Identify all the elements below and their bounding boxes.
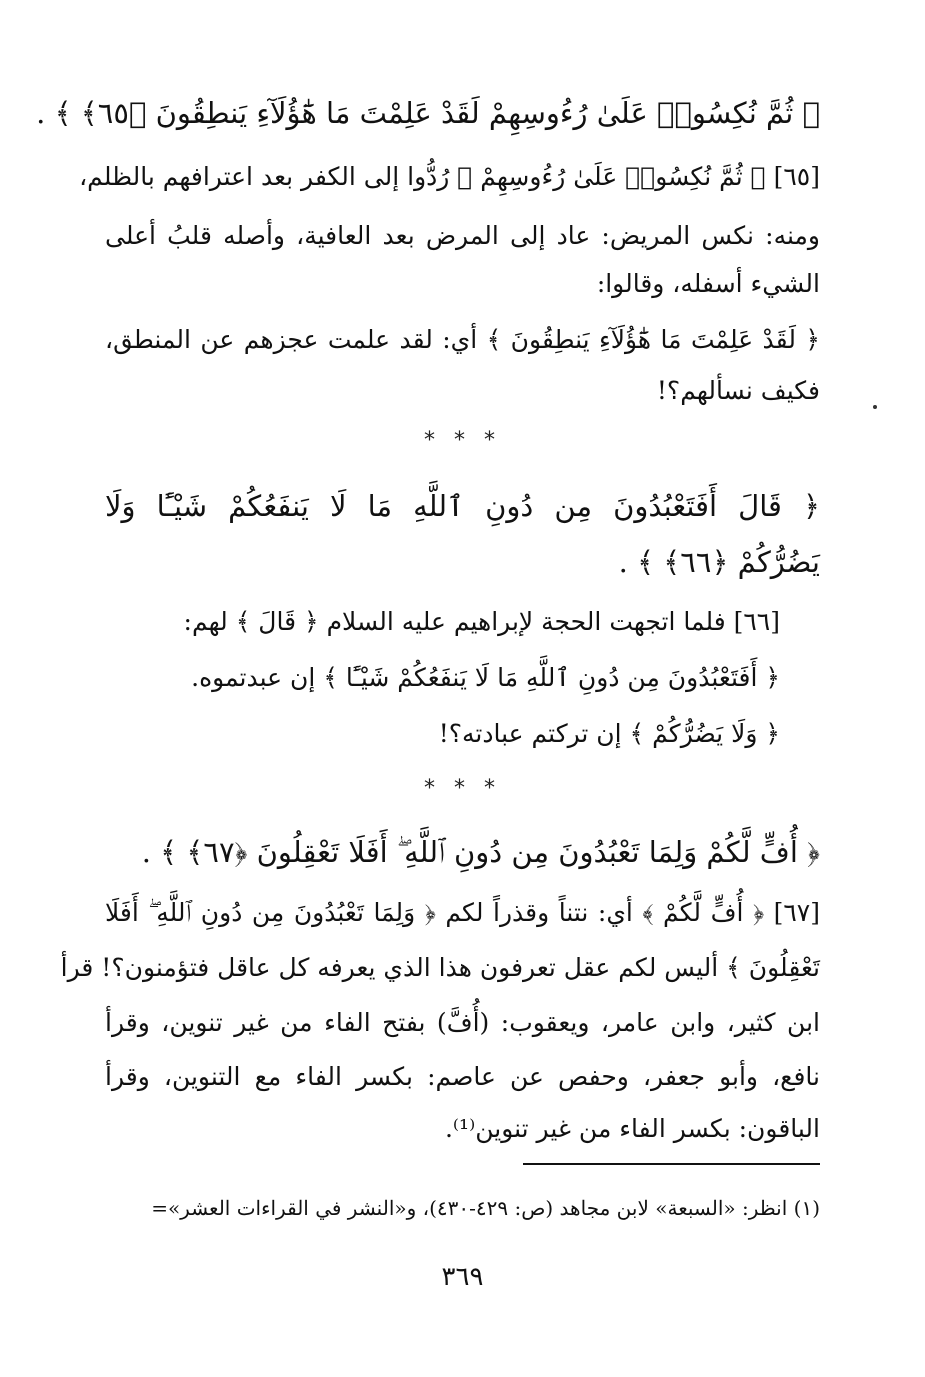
- verse-67: ﴿ أُفٍّ لَّكُمْ وَلِمَا تَعْبُدُونَ مِن دُونِ ٱللَّهِ ۖ أَفَلَا تَعْقِلُونَ ﴿٦٧﴾ ﴾ .: [141, 835, 820, 869]
- footnote-separator-rule: [523, 1163, 820, 1165]
- commentary-65-line-4: ﴿ لَقَدْ عَلِمْتَ مَا هَٰٓؤُلَآءِ يَنطِقُونَ ﴾ أي: لقد علمت عجزهم عن المنطق،: [105, 325, 820, 354]
- section-separator-1: * * *: [424, 428, 501, 453]
- verse-65: ﴿ ثُمَّ نُكِسُوا۟ عَلَىٰ رُءُوسِهِمْ لَقَدْ عَلِمْتَ مَا هَٰٓؤُلَآءِ يَنطِقُونَ ﴿٦٥﴾ ﴾ .: [36, 96, 820, 130]
- footnote-1: (١) انظر: «السبعة» لابن مجاهد (ص: ٤٢٩-٤٣٠)، و«النشر في القراءات العشر»=: [151, 1196, 820, 1220]
- margin-dot: [873, 405, 877, 409]
- commentary-65-line-5: فكيف نسألهم؟!: [656, 376, 820, 405]
- commentary-66-line-3: ﴿ وَلَا يَضُرُّكُمْ ﴾ إن تركتم عبادته؟!: [438, 719, 780, 748]
- commentary-67-line-3: ابن كثير، وابن عامر، ويعقوب: (أُفَّ) بفتح الفاء من غير تنوين، وقرأ: [105, 1008, 820, 1037]
- verse-66-line-2: يَضُرُّكُمْ ﴿٦٦﴾ ﴾ .: [618, 545, 820, 579]
- commentary-66-line-2: ﴿ أَفَتَعْبُدُونَ مِن دُونِ ٱللَّهِ مَا لَا يَنفَعُكُمْ شَيْـًٔا ﴾ إن عبدتموه.: [191, 663, 780, 692]
- commentary-65-line-2: ومنه: نكس المريض: عاد إلى المرض بعد العافية، وأصله قلبُ أعلى: [105, 221, 820, 250]
- commentary-65-line-3: الشيء أسفله، وقالوا:: [596, 269, 820, 298]
- section-separator-2: * * *: [424, 776, 501, 801]
- commentary-67-line-2: تَعْقِلُونَ ﴾ أليس لكم عقل تعرفون هذا الذي يعرفه كل عاقل فتؤمنون؟! قرأ: [60, 953, 820, 982]
- commentary-67-line-1: [٦٧] ﴿ أُفٍّ لَّكُمْ ﴾ أي: نتناً وقذراً لكم ﴿ وَلِمَا تَعْبُدُونَ مِن دُونِ ٱللَّهِ ۖ أَفَلَا: [105, 898, 820, 927]
- commentary-65-line-1: [٦٥] ﴿ ثُمَّ نُكِسُوا۟ عَلَىٰ رُءُوسِهِمْ ﴾ رُدُّوا إلى الكفر بعد اعترافهم بالظلم،: [79, 162, 820, 191]
- commentary-66-line-1: [٦٦] فلما اتجهت الحجة لإبراهيم عليه السلام ﴿ قَالَ ﴾ لهم:: [183, 607, 780, 636]
- commentary-67-line-5: الباقون: بكسر الفاء من غير تنوين⁽¹⁾.: [444, 1114, 820, 1143]
- verse-66-line-1: ﴿ قَالَ أَفَتَعْبُدُونَ مِن دُونِ ٱللَّهِ مَا لَا يَنفَعُكُمْ شَيْـًٔا وَلَا: [105, 489, 820, 523]
- page-number: ٣٦٩: [441, 1262, 484, 1292]
- commentary-67-line-4: نافع، وأبو جعفر، وحفص عن عاصم: بكسر الفاء مع التنوين، وقرأ: [105, 1062, 820, 1091]
